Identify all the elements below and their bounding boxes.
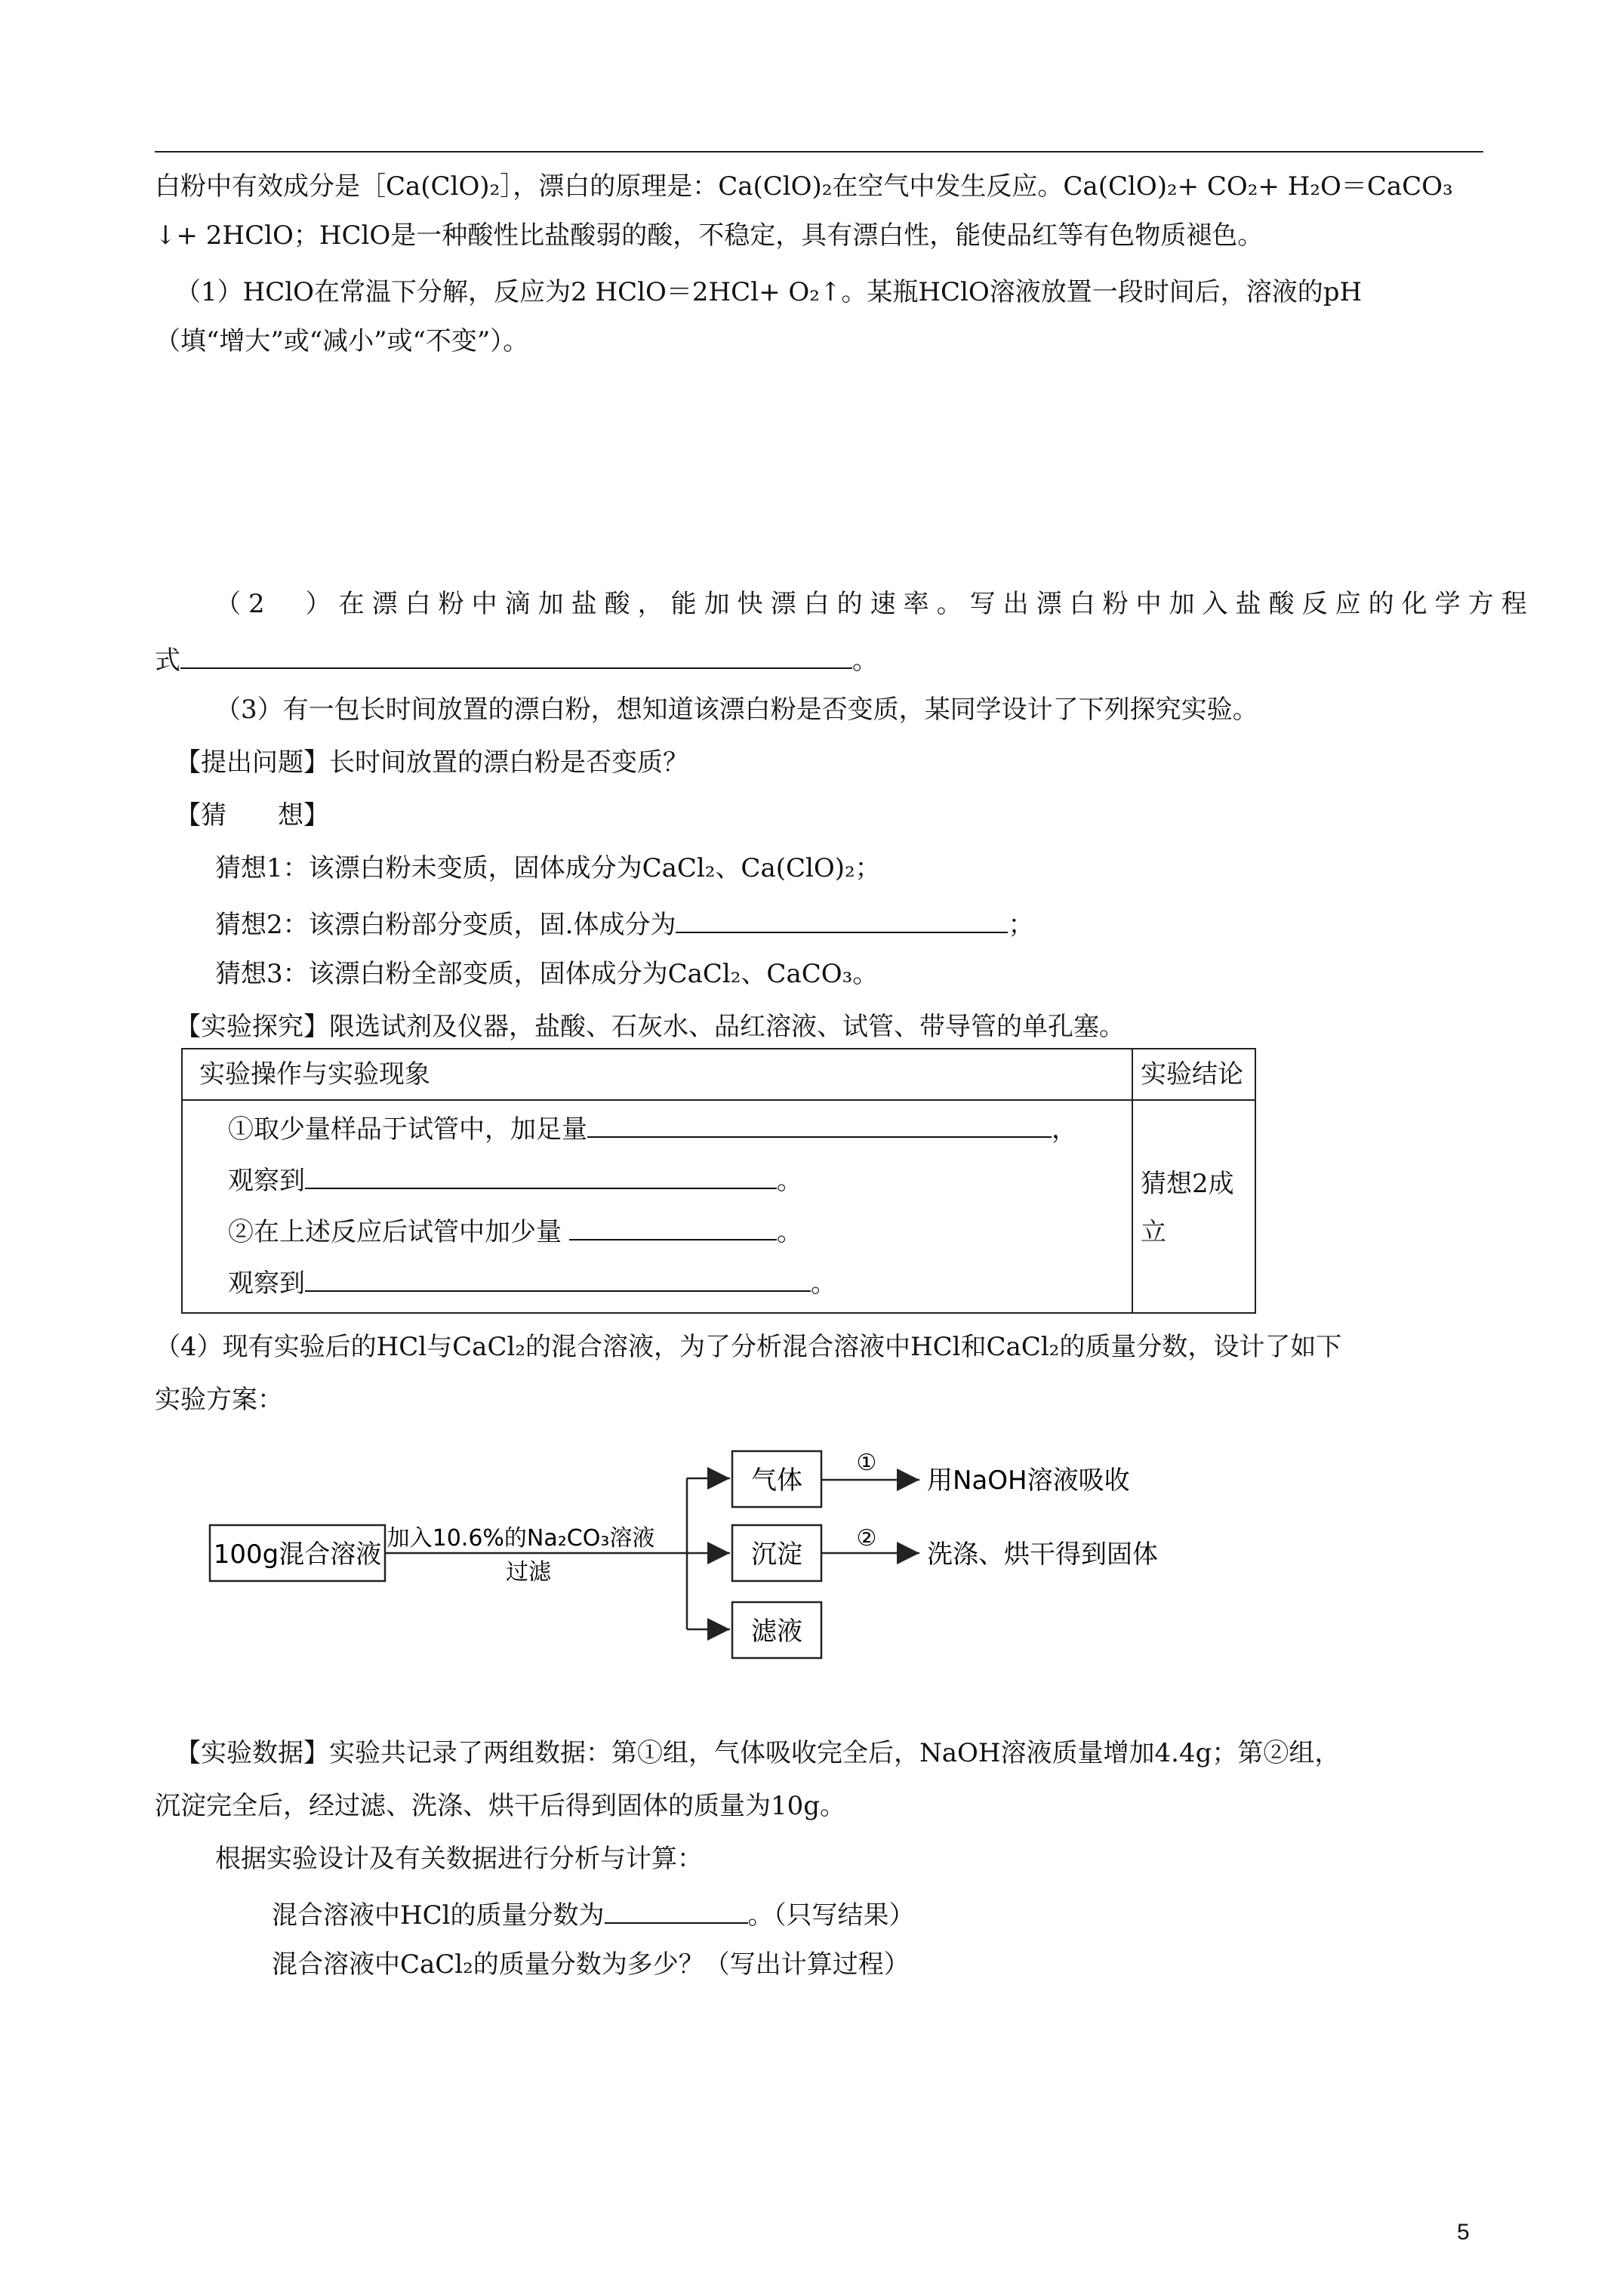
table-row-2 [228, 1155, 1132, 1207]
row2-text: 观察到 [228, 1166, 305, 1196]
step-2-marker: ② [856, 1525, 877, 1552]
q2-suffix: 。 [852, 646, 878, 676]
conclusion-line-2: 立 [1141, 1217, 1166, 1247]
calc1-suffix: 。（只写结果） [747, 1900, 915, 1931]
q3-intro: （3）有一包长时间放置的漂白粉，想知道该漂白粉是否变质，某同学设计了下列探究实验。 [215, 695, 1258, 725]
row3-blank[interactable] [569, 1212, 777, 1240]
q1-line-1: （1）HClO在常温下分解，反应为2 HClO＝2HCl+ O₂↑。某瓶HClO溶液放置一段时间后，溶液的pH [175, 277, 1363, 307]
table-row-1 [228, 1104, 1132, 1155]
row1-suffix: ， [1052, 1114, 1077, 1145]
experiment-table [181, 1048, 1256, 1314]
q4-analyze: 根据实验设计及有关数据进行分析与计算： [215, 1844, 703, 1874]
q3-guess-3: 猜想3：该漂白粉全部变质，固体成分为CaCl₂、CaCO₃。 [215, 959, 879, 989]
q4-line-1: （4）现有实验后的HCl与CaCl₂的混合溶液，为了分析混合溶液中HCl和CaCl₂的质量分数，设计了如下 [155, 1332, 1342, 1362]
row1-blank[interactable] [587, 1109, 1052, 1138]
row4-text: 观察到 [228, 1268, 305, 1299]
calc1-prefix: 混合溶液中HCl的质量分数为 [272, 1900, 605, 1931]
q4-data-line-2: 沉淀完全后，经过滤、洗涤、烘干后得到固体的质量为10g。 [155, 1791, 846, 1821]
table-operation-cell [182, 1100, 1132, 1313]
table-row-3 [228, 1207, 1132, 1258]
q1-line-2: （填“增大”或“减小”或“不变”）。 [155, 326, 529, 356]
q4-calc-1 [272, 1895, 915, 1932]
intro-line-2: ↓+ 2HClO；HClO是一种酸性比盐酸弱的酸，不稳定，具有漂白性，能使品红等有色物质褪色。 [155, 220, 1264, 251]
q3-guess-1: 猜想1：该漂白粉未变质，固体成分为CaCl₂、Ca(ClO)₂； [215, 853, 881, 883]
gas-box-label: 气体 [751, 1465, 802, 1496]
q4-line-2: 实验方案： [155, 1385, 283, 1415]
q3-question: 【提出问题】长时间放置的漂白粉是否变质？ [175, 747, 688, 778]
conclusion-line-1: 猜想2成 [1141, 1169, 1234, 1199]
q4-data-line-1: 【实验数据】实验共记录了两组数据：第①组，气体吸收完全后，NaOH溶液质量增加4.4g；第②组， [175, 1738, 1341, 1768]
filtrate-box-label: 滤液 [751, 1616, 802, 1647]
row4-blank[interactable] [305, 1263, 811, 1292]
page-number: 5 [1457, 2220, 1470, 2245]
header-rule [155, 151, 1483, 153]
row3-suffix: 。 [777, 1217, 802, 1247]
calc1-blank[interactable] [605, 1895, 748, 1924]
row1-text: ①取少量样品于试管中，加足量 [228, 1114, 587, 1145]
result-2-label: 洗涤、烘干得到固体 [927, 1539, 1158, 1570]
q2-line-2 [155, 640, 878, 677]
guess2-suffix: ； [1008, 910, 1034, 940]
q2-line-1: （2 ）在漂白粉中滴加盐酸，能加快漂白的速率。写出漂白粉中加入盐酸反应的化学方程 [215, 589, 1535, 619]
row4-suffix: 。 [811, 1268, 836, 1299]
q3-guess-2 [215, 905, 1033, 942]
row3-text: ②在上述反应后试管中加少量 [228, 1217, 562, 1247]
arrow-bottom-label: 过滤 [506, 1559, 551, 1586]
start-box-label: 100g混合溶液 [213, 1539, 382, 1570]
table-header-operation: 实验操作与实验现象 [182, 1049, 1132, 1100]
experiment-flow-diagram [204, 1435, 1230, 1706]
table-conclusion-cell [1132, 1100, 1255, 1313]
guess2-blank[interactable] [676, 905, 1008, 933]
table-header-conclusion: 实验结论 [1132, 1049, 1255, 1100]
table-row-4 [228, 1258, 1132, 1309]
q2-answer-blank[interactable] [180, 640, 852, 669]
guess2-prefix: 猜想2：该漂白粉部分变质，固.体成分为 [215, 910, 676, 940]
row2-suffix: 。 [777, 1166, 802, 1196]
step-1-marker: ① [856, 1450, 877, 1476]
row2-blank[interactable] [305, 1160, 777, 1189]
q4-calc-2: 混合溶液中CaCl₂的质量分数为多少？（写出计算过程） [272, 1949, 910, 1980]
arrow-top-label: 加入10.6%的Na₂CO₃溶液 [387, 1525, 655, 1552]
q3-guess-heading: 【猜 想】 [175, 800, 329, 831]
q2-prefix: 式 [155, 646, 180, 676]
q3-explore: 【实验探究】限选试剂及仪器，盐酸、石灰水、品红溶液、试管、带导管的单孔塞。 [175, 1012, 1125, 1042]
precipitate-box-label: 沉淀 [751, 1539, 802, 1570]
result-1-label: 用NaOH溶液吸收 [927, 1465, 1130, 1496]
intro-line-1: 白粉中有效成分是［Ca(ClO)₂］，漂白的原理是：Ca(ClO)₂在空气中发生反应。Ca(ClO)₂+ CO₂+ H₂O＝CaCO₃ [155, 171, 1453, 202]
